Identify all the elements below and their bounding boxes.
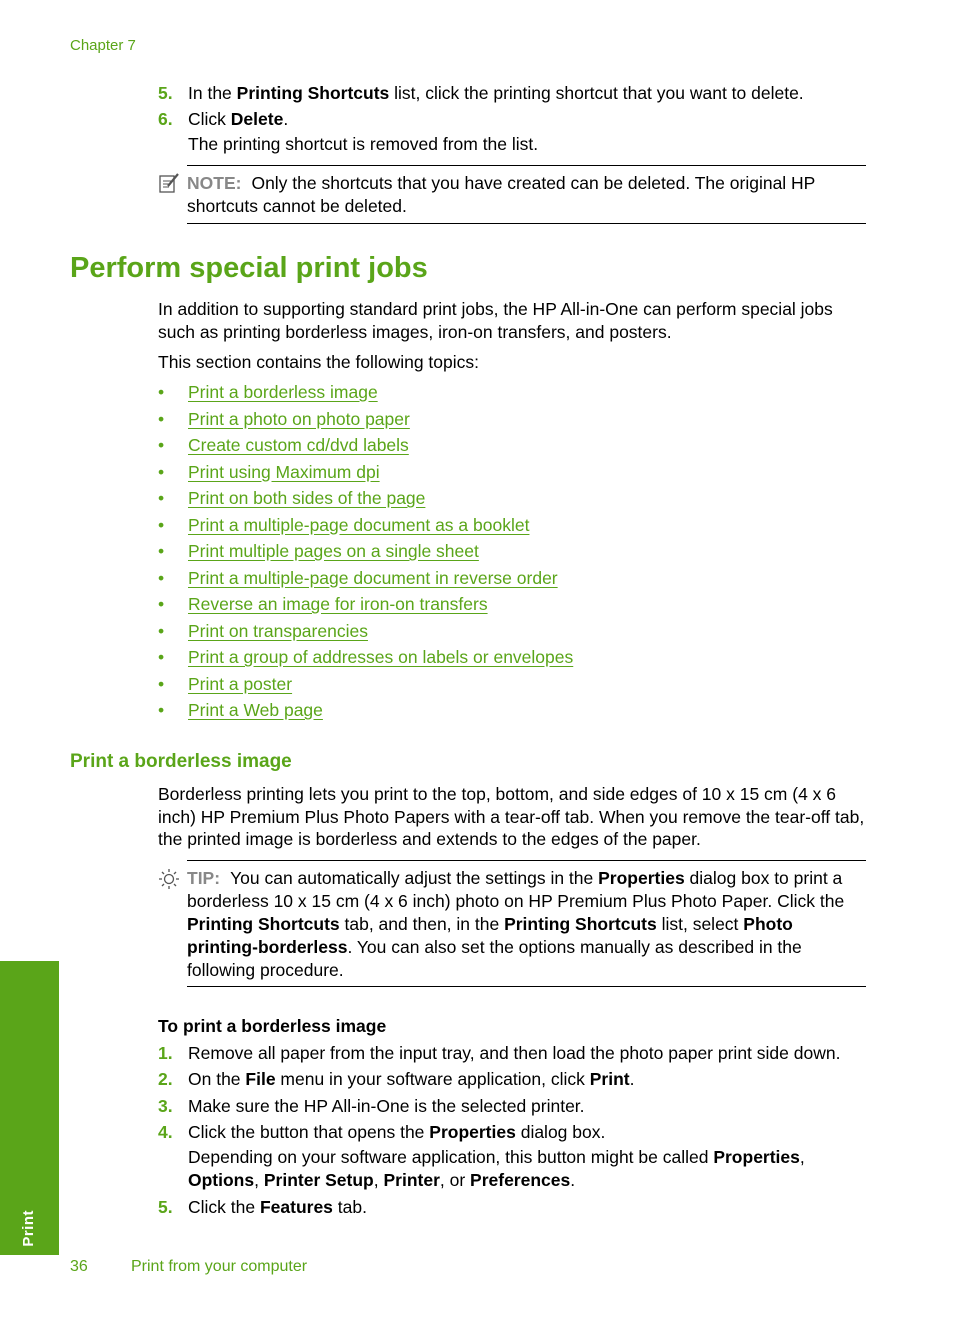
topic-link[interactable]: Print on transparencies	[188, 620, 368, 641]
topic-link[interactable]: Print a multiple-page document as a booklet	[188, 514, 530, 535]
list-item: • Reverse an image for iron-on transfers	[158, 594, 488, 614]
topic-link[interactable]: Create custom cd/dvd labels	[188, 435, 409, 455]
step-text: Make sure the HP All-in-One is the selected printer.	[188, 1096, 585, 1116]
list-item: • Print a photo on photo paper	[158, 408, 410, 429]
step-5-top	[158, 82, 868, 104]
note-rule-bottom	[187, 223, 866, 224]
topic-link[interactable]: Reverse an image for iron-on transfers	[188, 594, 488, 614]
list-item: • Print a multiple-page document in reverse order	[158, 567, 558, 588]
note-rule-top	[187, 165, 866, 166]
step-number: 6.	[158, 109, 173, 129]
list-item: • Print a borderless image	[158, 382, 378, 402]
procedure-step-3	[158, 1095, 868, 1117]
page-number: 36	[70, 1258, 88, 1275]
step-number: 5.	[158, 83, 173, 103]
step-text: Click the Features tab.	[188, 1197, 367, 1217]
step-text: Click the button that opens the Properties dialog box.	[188, 1122, 606, 1142]
procedure-title: To print a borderless image	[158, 1016, 387, 1036]
list-item: • Create custom cd/dvd labels	[158, 435, 409, 455]
footer-section: Print from your computer	[131, 1258, 308, 1275]
list-item: • Print a Web page	[158, 700, 323, 720]
topic-link[interactable]: Print multiple pages on a single sheet	[188, 541, 479, 561]
tip-rule-top	[187, 860, 866, 861]
list-item: • Print multiple pages on a single sheet	[158, 541, 479, 561]
tip-box: TIP: You can automatically adjust the settings in the Properties dialog box to print a borderless 10 x 15 cm (4 x 6 inch) photo on HP Premium Plus Photo Paper. Click the Printing Shortcuts tab, and then, in the Printing Shortcuts list, select Photo printing-borderless. You can also set the options manually as described in the following procedure.	[187, 868, 845, 980]
topic-link[interactable]: Print a group of addresses on labels or envelopes	[188, 647, 574, 667]
note-text: Only the shortcuts that you have created can be deleted. The original HP shortcuts cannot be deleted.	[187, 173, 816, 216]
step-number: 3.	[158, 1096, 173, 1116]
subsection-body: Borderless printing lets you print to the top, bottom, and side edges of 10 x 15 cm (4 x 6 inch) HP Premium Plus Photo Papers with a tear-off tab. When you remove the tear-off tab, the printed image is borderless and extends to the edges of the paper.	[158, 784, 865, 849]
procedure-step-2	[158, 1068, 868, 1090]
step-text: On the File menu in your software application, click Print.	[188, 1069, 635, 1089]
list-item: • Print a group of addresses on labels or envelopes	[158, 647, 574, 667]
note-pencil-icon	[158, 172, 180, 199]
list-item: • Print a multiple-page document as a booklet	[158, 514, 530, 535]
lightbulb-icon	[158, 868, 180, 895]
step-6-result: The printing shortcut is removed from the list.	[188, 134, 539, 154]
step-text: Remove all paper from the input tray, and then load the photo paper print side down.	[188, 1043, 841, 1063]
section-intro: In addition to supporting standard print jobs, the HP All-in-One can perform special jobs such as printing borderless images, iron-on transfers, and posters.	[158, 299, 833, 342]
section-title: Perform special print jobs	[70, 252, 428, 284]
procedure-step-4	[158, 1121, 868, 1143]
procedure-step-1	[158, 1042, 868, 1064]
topic-link[interactable]: Print a poster	[188, 673, 293, 694]
list-item: • Print on transparencies	[158, 620, 368, 641]
side-tab-label: Print	[20, 1210, 37, 1247]
note-box	[187, 172, 866, 218]
topic-link[interactable]: Print a Web page	[188, 700, 323, 720]
topic-link[interactable]: Print using Maximum dpi	[188, 461, 380, 482]
step-number: 5.	[158, 1197, 173, 1217]
step-number: 2.	[158, 1069, 173, 1089]
note-label: NOTE:	[187, 173, 242, 193]
list-item: • Print on both sides of the page	[158, 488, 426, 508]
topic-list	[158, 380, 858, 725]
tip-rule-bottom	[187, 986, 866, 987]
topic-link[interactable]: Print a photo on photo paper	[188, 408, 410, 429]
procedure-step-4-detail: Depending on your software application, this button might be called Properties, Options, Printer Setup, Printer, or Preferences.	[188, 1147, 805, 1190]
chapter-header: Chapter 7	[70, 37, 136, 54]
topic-link[interactable]: Print a multiple-page document in reverse order	[188, 567, 558, 588]
subsection-title: Print a borderless image	[70, 751, 292, 772]
step-text: In the Printing Shortcuts list, click the printing shortcut that you want to delete.	[188, 83, 804, 103]
procedure-step-5	[158, 1196, 868, 1218]
step-number: 4.	[158, 1122, 173, 1142]
topics-intro: This section contains the following topics:	[158, 352, 479, 372]
topic-link[interactable]: Print on both sides of the page	[188, 488, 426, 508]
side-tab-print	[0, 961, 59, 1255]
list-item: • Print a poster	[158, 673, 293, 694]
step-number: 1.	[158, 1043, 173, 1063]
list-item: • Print using Maximum dpi	[158, 461, 380, 482]
step-6-top	[158, 108, 868, 130]
step-text: Click Delete.	[188, 109, 289, 129]
topic-link[interactable]: Print a borderless image	[188, 382, 378, 402]
tip-label: TIP:	[187, 868, 221, 888]
